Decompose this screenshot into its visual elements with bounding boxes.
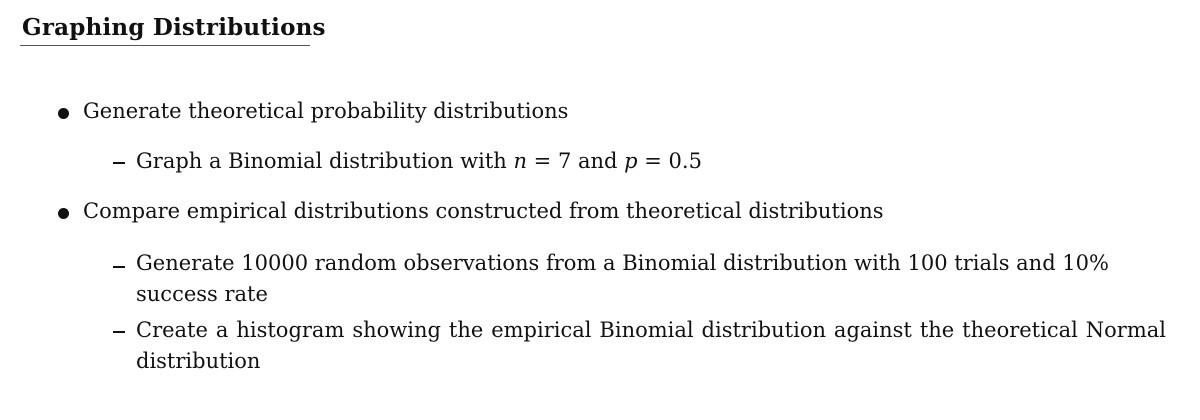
sub-dash-2-1 (113, 266, 125, 268)
sub-item-2-2: Create a histogram showing the empirical Binomial distribution against the theoretical Normal distribution (136, 318, 1166, 373)
sub-item-2-1: Generate 10000 random observations from a Binomial distribution with 100 trials and 10% success rate (136, 251, 1109, 306)
sub-item-1-1-mid2: = 0.5 (637, 149, 702, 173)
bullet-dot-2 (58, 208, 69, 219)
sub-dash-2-2 (113, 331, 125, 333)
bullet-item-2: Compare empirical distributions constructed from theoretical distributions (83, 199, 884, 223)
math-var-p: p (624, 149, 638, 173)
section-title: Graphing Distributions (22, 14, 326, 41)
math-var-n: n (513, 149, 527, 173)
bullet-item-1: Generate theoretical probability distributions (83, 99, 569, 123)
sub-item-1-1 (136, 146, 702, 177)
sub-item-1-1-mid1: = 7 and (527, 149, 625, 173)
bullet-dot-1 (58, 108, 69, 119)
sub-dash-1-1 (113, 162, 125, 164)
title-underline (20, 45, 310, 46)
sub-item-1-1-prefix: Graph a Binomial distribution with (136, 149, 514, 173)
